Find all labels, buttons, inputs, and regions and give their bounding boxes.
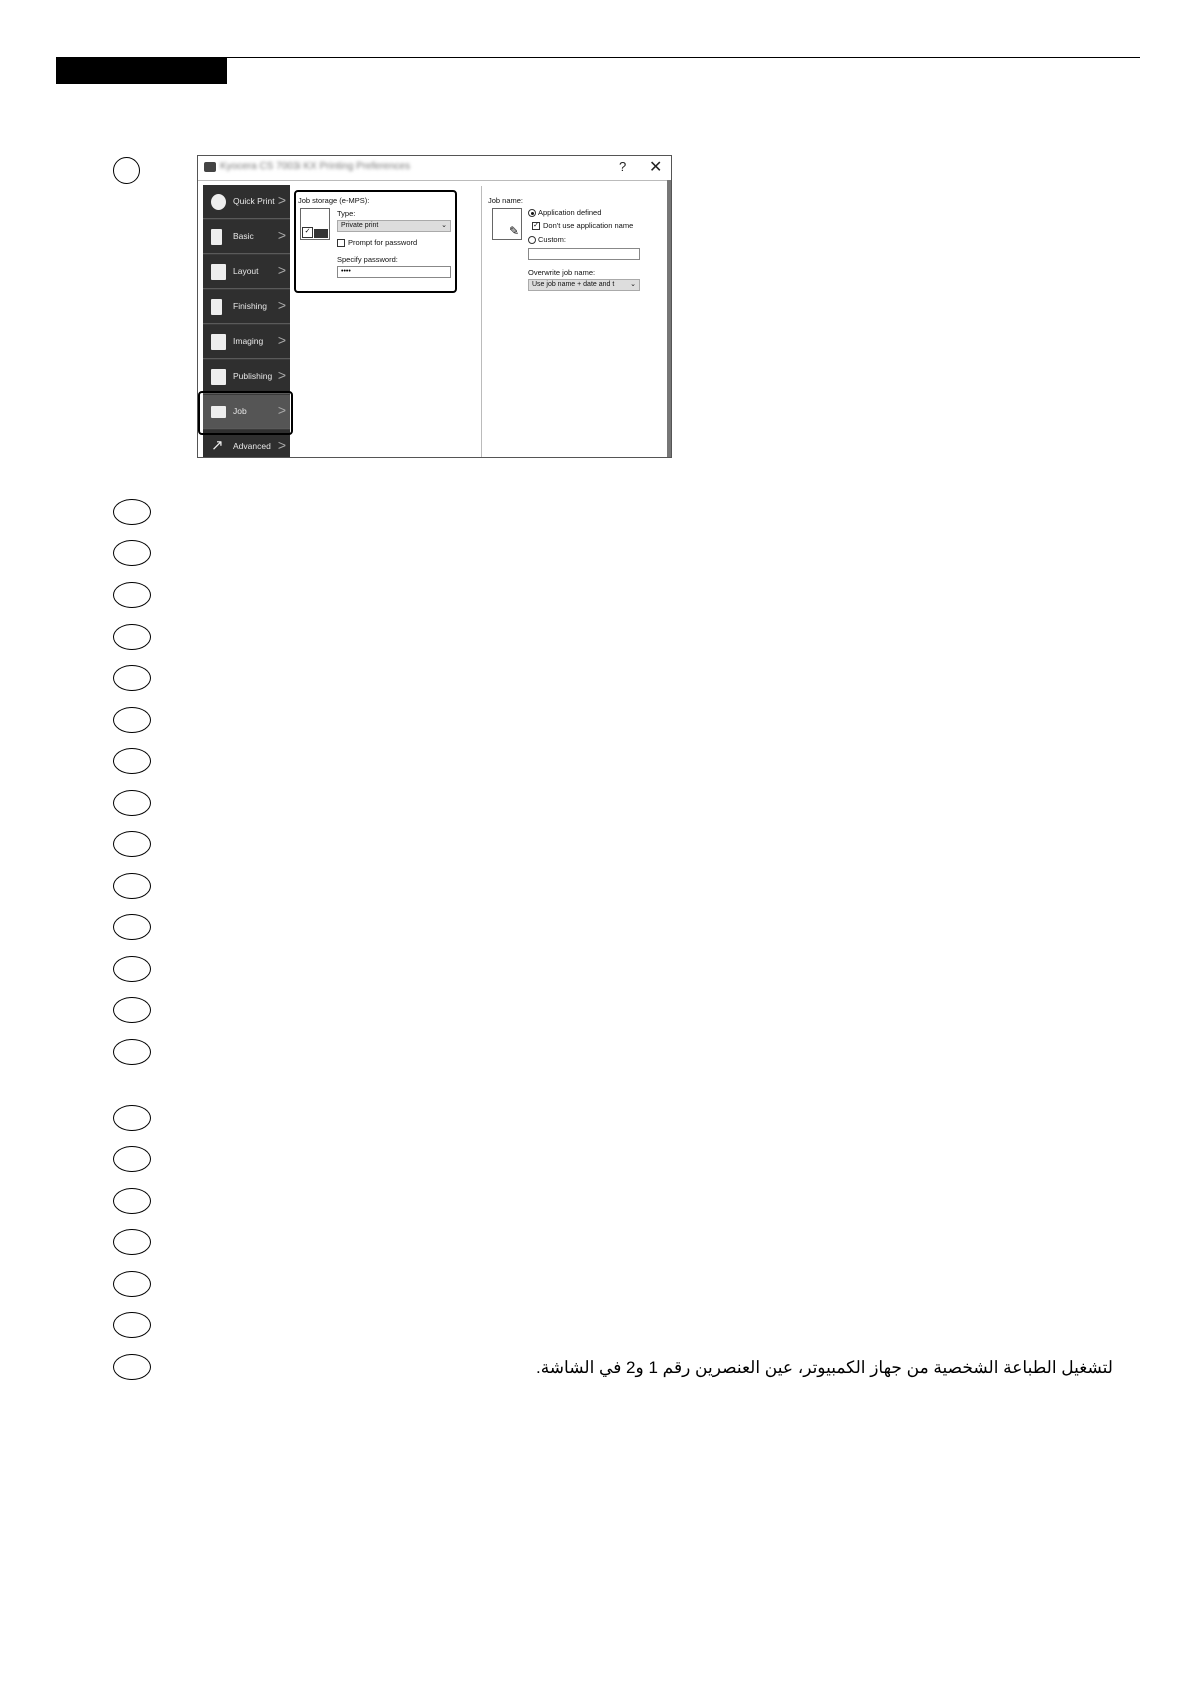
overwrite-job-name-label: Overwrite job name: bbox=[528, 268, 596, 277]
overwrite-select-value: Use job name + date and t bbox=[532, 281, 615, 288]
job-name-heading: Job name: bbox=[488, 196, 524, 205]
sidebar-item-publishing[interactable] bbox=[203, 360, 290, 394]
sidebar-item-label: Job bbox=[233, 406, 247, 416]
sidebar-item-basic[interactable] bbox=[203, 220, 290, 254]
chevron-right-icon: > bbox=[277, 227, 286, 243]
chevron-right-icon: > bbox=[277, 367, 286, 383]
header-black-tab bbox=[56, 57, 227, 84]
step-marker bbox=[113, 873, 151, 899]
chevron-right-icon: > bbox=[277, 192, 286, 208]
step-marker bbox=[113, 1105, 151, 1131]
sidebar-item-label: Quick Print bbox=[233, 196, 275, 206]
stopwatch-icon bbox=[211, 194, 226, 210]
publishing-icon bbox=[211, 369, 226, 385]
sidebar-item-quick-print[interactable] bbox=[203, 185, 290, 219]
instruction-text: لتشغيل الطباعة الشخصية من جهاز الكمبيوتر، عين العنصرين رقم 1 و2 في الشاشة. bbox=[535, 1358, 1113, 1377]
sidebar-item-label: Publishing bbox=[233, 371, 273, 381]
step-marker bbox=[113, 997, 151, 1023]
password-input[interactable]: •••• bbox=[337, 266, 451, 278]
password-label: Specify password: bbox=[337, 255, 398, 264]
arrow-icon: ↗ bbox=[211, 437, 224, 454]
window-edge bbox=[667, 180, 671, 457]
step-marker bbox=[113, 831, 151, 857]
dont-use-app-name-label: Don't use application name bbox=[543, 221, 634, 230]
step-marker bbox=[113, 624, 151, 650]
printing-preferences-dialog bbox=[197, 155, 672, 458]
step-marker bbox=[113, 1188, 151, 1214]
step-marker bbox=[113, 790, 151, 816]
chevron-right-icon: > bbox=[277, 437, 286, 453]
step-marker bbox=[113, 157, 140, 184]
job-storage-icon: ✓ bbox=[300, 208, 330, 240]
step-marker bbox=[113, 707, 151, 733]
dialog-title: Kyocera CS 7003i KX Printing Preferences bbox=[220, 161, 411, 172]
step-marker bbox=[113, 1146, 151, 1172]
image-icon bbox=[211, 334, 226, 350]
job-name-icon: ✎ bbox=[492, 208, 522, 240]
step-marker bbox=[113, 1271, 151, 1297]
step-marker bbox=[113, 499, 151, 525]
step-marker bbox=[113, 1229, 151, 1255]
prompt-password-checkbox[interactable] bbox=[337, 239, 345, 247]
sidebar-item-finishing[interactable] bbox=[203, 290, 290, 324]
custom-radio[interactable] bbox=[528, 236, 536, 244]
step-marker bbox=[113, 1039, 151, 1065]
job-storage-heading: Job storage (e-MPS): bbox=[298, 196, 370, 205]
close-button[interactable]: ✕ bbox=[649, 159, 663, 176]
layout-icon bbox=[211, 264, 226, 280]
custom-label: Custom: bbox=[538, 235, 566, 244]
step-marker bbox=[113, 956, 151, 982]
sidebar-item-label: Basic bbox=[233, 231, 254, 241]
overwrite-job-name-select[interactable] bbox=[528, 279, 640, 291]
custom-name-input[interactable] bbox=[528, 248, 640, 260]
step-marker bbox=[113, 665, 151, 691]
job-highlight-frame bbox=[198, 391, 293, 435]
sidebar-item-imaging[interactable] bbox=[203, 325, 290, 359]
chevron-right-icon: > bbox=[277, 332, 286, 348]
sidebar-item-layout[interactable] bbox=[203, 255, 290, 289]
type-select-value: Private print bbox=[341, 222, 379, 229]
type-label: Type: bbox=[337, 209, 356, 218]
step-marker bbox=[113, 1354, 151, 1380]
dialog-titlebar bbox=[198, 156, 671, 181]
finishing-icon bbox=[211, 299, 222, 315]
application-defined-label: Application defined bbox=[538, 208, 602, 217]
prompt-password-label: Prompt for password bbox=[348, 238, 418, 247]
sidebar-item-label: Imaging bbox=[233, 336, 264, 346]
chevron-right-icon: > bbox=[277, 262, 286, 278]
help-button[interactable]: ? bbox=[619, 159, 627, 174]
step-marker bbox=[113, 1312, 151, 1338]
type-select[interactable] bbox=[337, 220, 451, 232]
chevron-down-icon: ⌄ bbox=[441, 222, 447, 229]
printer-icon bbox=[204, 162, 216, 172]
chevron-right-icon: > bbox=[277, 297, 286, 313]
page-icon bbox=[211, 229, 222, 245]
step-marker bbox=[113, 748, 151, 774]
sidebar-item-label: Layout bbox=[233, 266, 259, 276]
chevron-down-icon: ⌄ bbox=[630, 281, 636, 288]
sidebar-item-label: Finishing bbox=[233, 301, 268, 311]
sidebar-item-label: Advanced bbox=[233, 441, 271, 451]
application-defined-radio[interactable] bbox=[528, 209, 536, 217]
step-marker bbox=[113, 540, 151, 566]
dont-use-app-name-checkbox[interactable]: ✓ bbox=[533, 222, 539, 229]
step-marker bbox=[113, 914, 151, 940]
panel-divider bbox=[481, 186, 482, 458]
step-marker bbox=[113, 582, 151, 608]
chevron-right-icon: > bbox=[277, 402, 286, 418]
